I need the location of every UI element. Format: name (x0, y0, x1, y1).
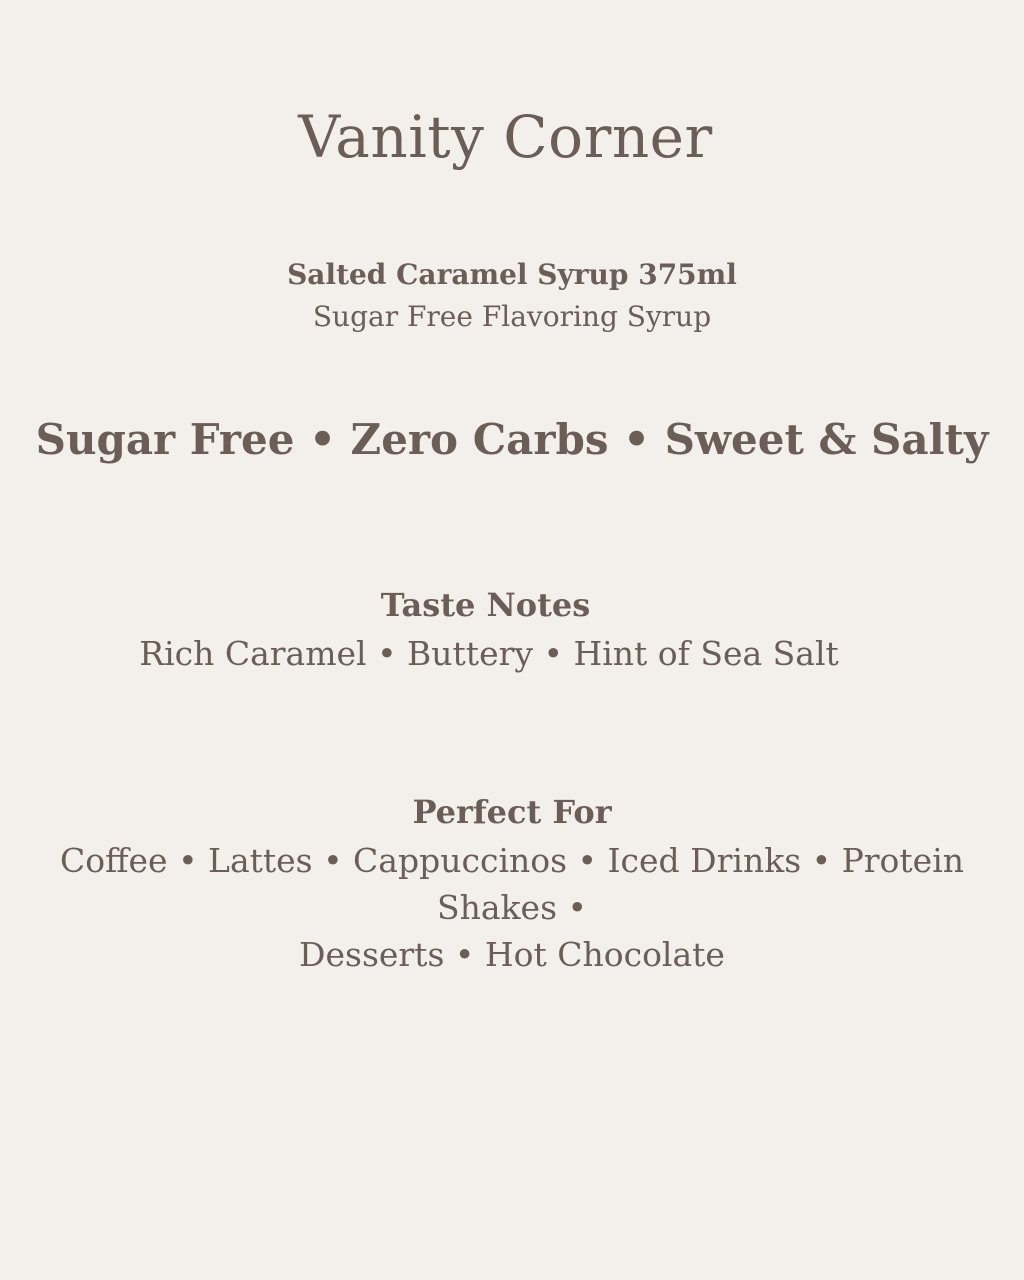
perfect-for-line-1: Coffee • Lattes • Cappuccinos • Iced Drinks • Protein Shakes • (59, 841, 965, 927)
product-tagline: Sugar Free • Zero Carbs • Sweet & Salty (35, 415, 989, 464)
perfect-for-text (0, 837, 1024, 978)
brand-title: Vanity Corner (298, 103, 713, 171)
perfect-for-heading: Perfect For (412, 793, 612, 831)
taste-notes-heading: Taste Notes (380, 586, 591, 624)
taste-notes-text: Rich Caramel • Buttery • Hint of Sea Salt (139, 634, 839, 673)
perfect-for-line-2: Desserts • Hot Chocolate (299, 935, 725, 974)
product-name: Salted Caramel Syrup 375ml (287, 258, 737, 291)
product-subtitle: Sugar Free Flavoring Syrup (312, 300, 712, 333)
